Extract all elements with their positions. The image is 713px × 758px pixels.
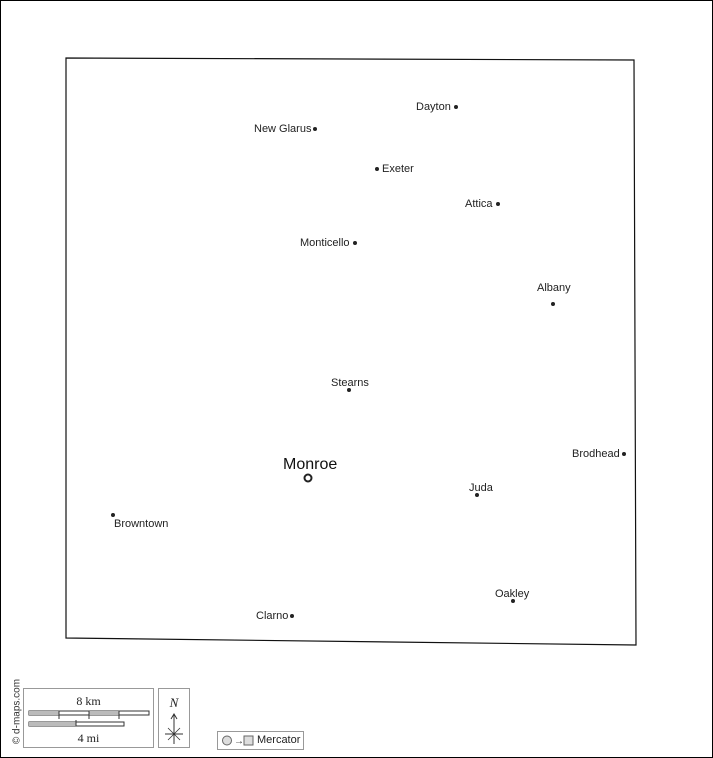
projection-arrow: → [234, 736, 244, 747]
north-arrow [158, 688, 190, 748]
place-label-juda: Juda [469, 482, 493, 494]
place-label-oakley: Oakley [495, 588, 530, 600]
town-dot-dayton [454, 105, 458, 109]
scale-km-label: 8 km [76, 694, 101, 708]
town-dot-brodhead [622, 452, 626, 456]
projection-icon [218, 732, 258, 749]
projection-legend [217, 731, 304, 750]
place-label-stearns: Stearns [331, 377, 369, 389]
scale-bar [23, 688, 154, 748]
county-seat-marker-monroe [305, 475, 312, 482]
projection-label: Mercator [257, 734, 301, 746]
place-label-brodhead: Brodhead [572, 448, 620, 460]
town-dot-exeter [375, 167, 379, 171]
place-label-attica: Attica [465, 198, 493, 210]
place-label-new-glarus: New Glarus [254, 123, 312, 135]
scale-mi-label: 4 mi [77, 731, 100, 745]
town-dot-new-glarus [313, 127, 317, 131]
town-markers [111, 105, 626, 618]
place-label-exeter: Exeter [382, 163, 414, 175]
place-label-clarno: Clarno [256, 610, 289, 622]
town-dot-clarno [290, 614, 294, 618]
place-label-monticello: Monticello [300, 237, 350, 249]
town-dot-monticello [353, 241, 357, 245]
county-boundary [66, 58, 636, 645]
credit-text: © d-maps.com [11, 678, 23, 745]
compass-rose-icon [159, 689, 189, 747]
place-label-dayton: Dayton [416, 101, 451, 113]
place-label-albany: Albany [537, 282, 571, 294]
town-dot-albany [551, 302, 555, 306]
place-label-monroe: Monroe [283, 456, 338, 473]
town-dot-browntown [111, 513, 115, 517]
town-dot-attica [496, 202, 500, 206]
place-label-browntown: Browntown [114, 518, 169, 530]
north-label: N [169, 695, 179, 710]
